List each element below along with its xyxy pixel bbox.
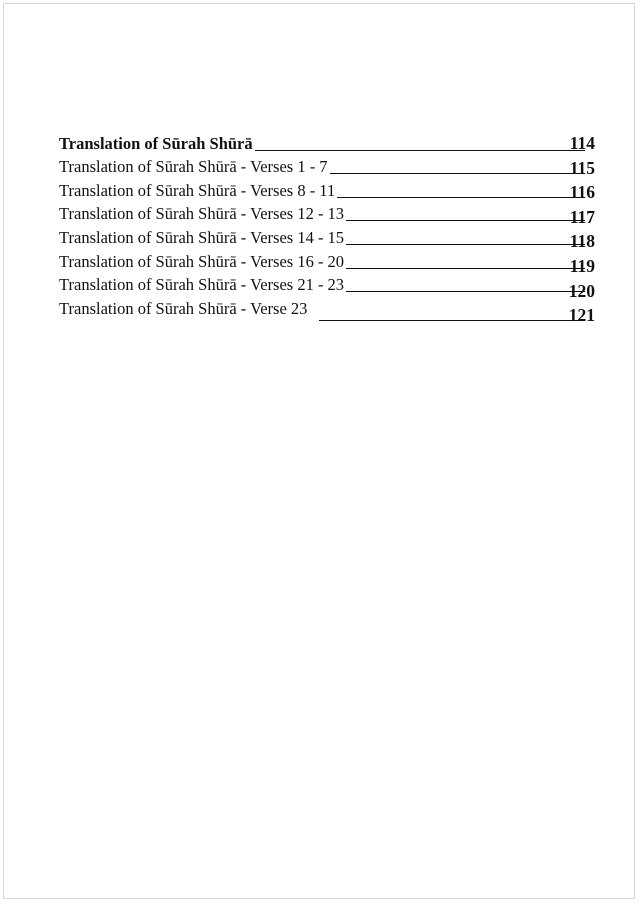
document-page [3,3,635,899]
toc-entry-title: Translation of Sūrah Shūrā - Verses 12 - 13 [59,204,345,224]
toc-page-number: 116 [569,182,595,203]
toc-page-number: 117 [569,206,595,227]
toc-page-number: 114 [569,133,595,153]
toc-leader-line [346,290,585,292]
toc-entry[interactable] [59,177,595,201]
toc-entry-title: Translation of Sūrah Shūrā - Verses 14 - 15 [59,227,345,247]
toc-entry[interactable] [59,295,595,326]
toc-leader-line [255,149,585,151]
table-of-contents [59,130,595,326]
toc-entry[interactable] [59,224,595,252]
toc-entry-title: Translation of Sūrah Shūrā - Verses 1 - 7 [59,157,328,177]
toc-entry[interactable] [59,272,595,301]
toc-leader-line [319,319,585,321]
toc-leader-line [346,243,585,245]
toc-leader-line [337,196,585,198]
toc-entry-title: Translation of Sūrah Shūrā - Verses 16 - 20 [59,251,345,271]
toc-page-number: 115 [569,157,595,178]
toc-page-number: 118 [569,231,595,252]
toc-entry[interactable] [59,154,595,178]
toc-leader-line [346,267,585,269]
toc-entry[interactable] [59,248,595,276]
toc-entry[interactable] [59,130,595,154]
toc-entry[interactable] [59,201,595,225]
toc-page-number: 121 [568,305,595,326]
toc-entry-title: Translation of Sūrah Shūrā [59,133,253,153]
toc-leader-line [346,219,585,221]
toc-leader-line [330,172,585,174]
toc-entry-title: Translation of Sūrah Shūrā - Verse 23 [59,298,308,318]
toc-page-number: 119 [569,255,595,276]
toc-entry-title: Translation of Sūrah Shūrā - Verses 8 - 11 [59,180,336,200]
toc-entry-title: Translation of Sūrah Shūrā - Verses 21 - 23 [59,275,345,295]
toc-page-number: 120 [568,280,595,301]
